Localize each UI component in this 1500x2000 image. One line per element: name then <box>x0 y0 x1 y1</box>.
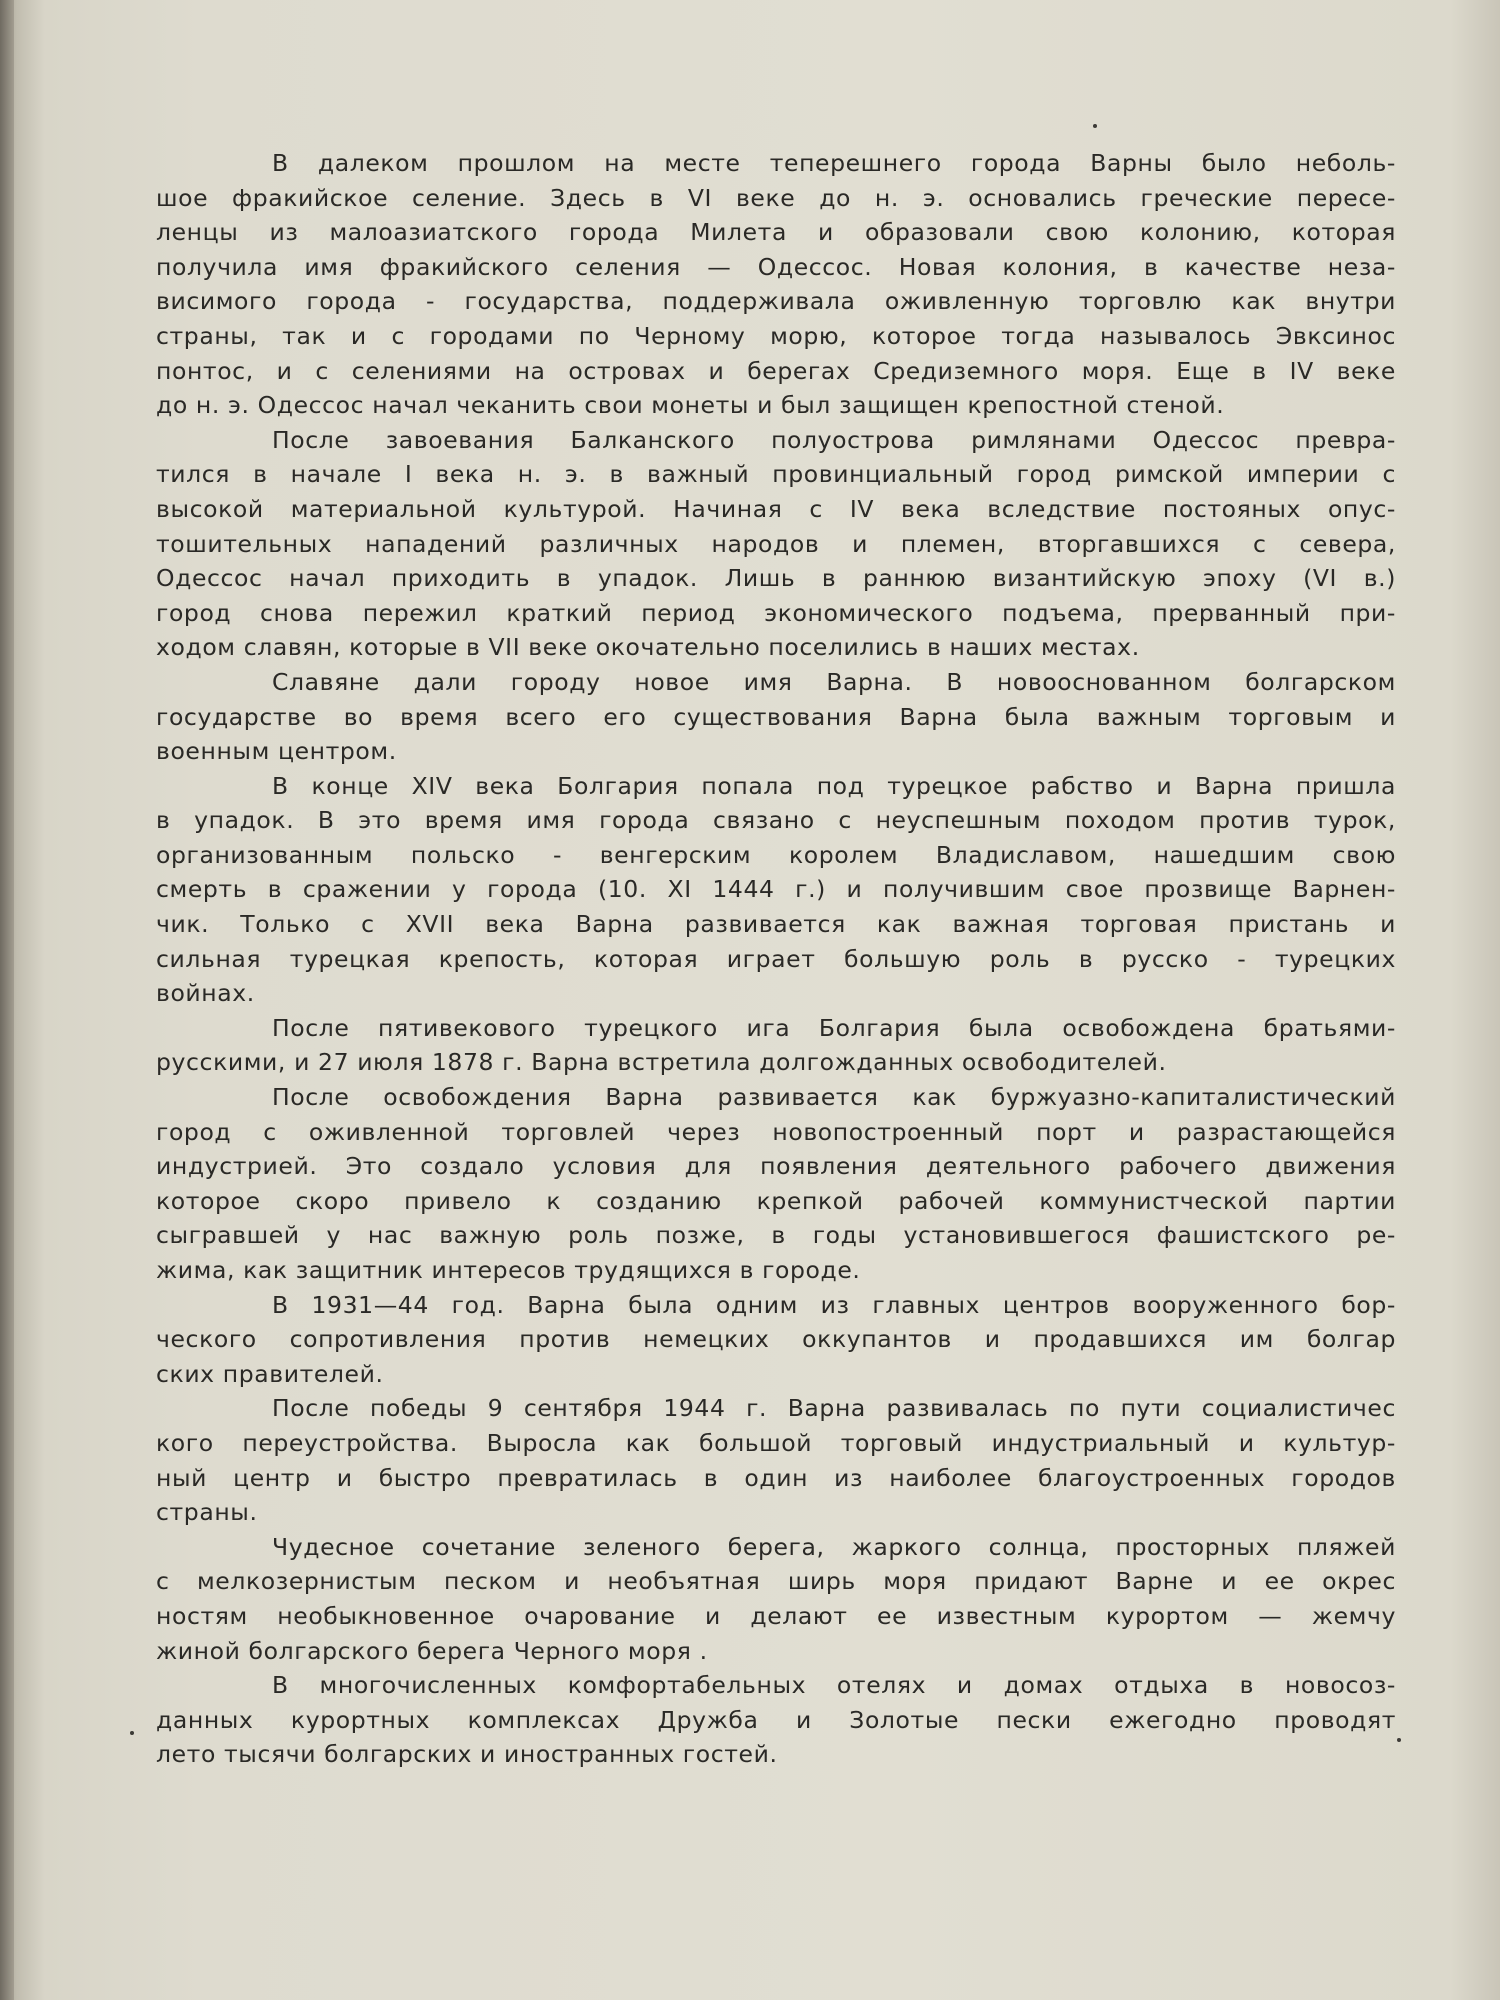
text-line: кого переустройства. Выросла как большой торговый индустриальный и культур- <box>156 1428 1396 1457</box>
text-line: висимого города - государства, поддерживала оживленную торговлю как внутри <box>156 287 1396 316</box>
paragraph <box>156 1530 1396 1668</box>
paragraph <box>156 1288 1396 1392</box>
text-line: которое скоро привело к созданию крепкой рабочей коммунистческой партии <box>156 1186 1396 1215</box>
document-body <box>156 146 1396 1772</box>
paper-speck <box>1397 1738 1401 1742</box>
paragraph <box>156 665 1396 769</box>
text-line: с мелкозернистым песком и необъятная ширь моря придают Варне и ее окрес <box>156 1567 1396 1596</box>
paragraph <box>156 1011 1396 1080</box>
text-line: ческого сопротивления против немецких оккупантов и продавшихся им болгар <box>156 1325 1396 1354</box>
text-line: русскими, и 27 июля 1878 г. Варна встретила долгожданных освободителей. <box>156 1048 1167 1077</box>
text-line: город снова пережил краткий период экономического подъема, прерванный при- <box>156 598 1396 627</box>
text-line: В далеком прошлом на месте теперешнего города Варны было неболь- <box>272 149 1396 177</box>
text-line: индустрией. Это создало условия для появления деятельного рабочего движения <box>156 1152 1396 1181</box>
text-line: сыгравшей у нас важную роль позже, в годы установившегося фашистского ре- <box>156 1221 1396 1250</box>
text-line: жима, как защитник интересов трудящихся в городе. <box>156 1256 861 1284</box>
text-line: В конце XIV века Болгария попала под турецкое рабство и Варна пришла <box>272 771 1396 800</box>
text-line: тился в начале I века н. э. в важный провинциальный город римской империи с <box>156 460 1396 489</box>
text-line: После освобождения Варна развивается как буржуазно-капиталистический <box>272 1083 1396 1112</box>
text-line: страны, так и с городами по Черному морю, которое тогда называлось Эвксинос <box>156 321 1396 350</box>
text-line: лето тысячи болгарских и иностранных гостей. <box>156 1740 778 1769</box>
paper-speck <box>130 1731 134 1735</box>
text-line: данных курортных комплексах Дружба и Золотые пески ежегодно проводят <box>156 1705 1396 1734</box>
text-line: тошительных нападений различных народов и племен, вторгавшихся с севера, <box>156 529 1396 558</box>
paragraph <box>156 423 1396 665</box>
text-line: Чудесное сочетание зеленого берега, жаркого солнца, просторных пляжей <box>272 1532 1396 1561</box>
text-line: ностям необыкновенное очарование и делают ее известным курортом — жемчу <box>156 1601 1396 1630</box>
text-line: высокой материальной культурой. Начиная с IV века вследствие постояных опус- <box>156 494 1396 523</box>
text-line: ленцы из малоазиатского города Милета и образовали свою колонию, которая <box>156 218 1396 247</box>
text-line: После пятивекового турецкого ига Болгария была освобождена братьями- <box>272 1013 1396 1042</box>
text-line: страны. <box>156 1498 258 1527</box>
paragraph <box>156 146 1396 423</box>
paragraph <box>156 1391 1396 1529</box>
text-line: войнах. <box>156 979 255 1008</box>
text-line: жиной болгарского берега Черного моря . <box>156 1636 708 1665</box>
paragraph <box>156 1080 1396 1288</box>
text-line: понтос, и с селениями на островах и берегах Средиземного моря. Еще в IV веке <box>156 356 1396 385</box>
text-line: государстве во время всего его существования Варна была важным торговым и <box>156 702 1396 731</box>
text-line: до н. э. Одессос начал чеканить свои монеты и был защищен крепостной стеной. <box>156 391 1225 420</box>
text-line: ный центр и быстро превратилась в один из наиболее благоустроенных городов <box>156 1463 1396 1492</box>
text-line: ходом славян, которые в VII веке окочательно поселились в наших местах. <box>156 633 1140 662</box>
text-line: После победы 9 сентября 1944 г. Варна развивалась по пути социалистичес <box>272 1394 1396 1423</box>
text-line: Славяне дали городу новое имя Варна. В новооснованном болгарском <box>272 667 1396 696</box>
text-line: После завоевания Балканского полуострова римлянами Одессос превра- <box>272 425 1396 454</box>
text-line: В 1931—44 год. Варна была одним из главных центров вооруженного бор- <box>272 1290 1396 1319</box>
text-line: Одессос начал приходить в упадок. Лишь в раннюю византийскую эпоху (VI в.) <box>156 564 1396 593</box>
text-line: организованным польско - венгерским королем Владиславом, нашедшим свою <box>156 840 1396 869</box>
text-line: смерть в сражении у города (10. XI 1444 г.) и получившим свое прозвище Варнен- <box>156 875 1396 904</box>
paragraph <box>156 1668 1396 1772</box>
text-line: В многочисленных комфортабельных отелях и домах отдыха в новосоз- <box>272 1671 1396 1700</box>
text-line: военным центром. <box>156 737 397 766</box>
text-line: сильная турецкая крепость, которая играет большую роль в русско - турецких <box>156 944 1396 973</box>
text-line: в упадок. В это время имя города связано с неуспешным походом против турок, <box>156 806 1396 835</box>
text-line: город с оживленной торговлей через новопостроенный порт и разрастающейся <box>156 1117 1396 1146</box>
text-line: получила имя фракийского селения — Одессос. Новая колония, в качестве неза- <box>156 252 1396 281</box>
text-line: ских правителей. <box>156 1359 384 1388</box>
text-line: чик. Только с XVII века Варна развивается как важная торговая пристань и <box>156 910 1396 939</box>
page-binding-edge <box>0 0 14 2000</box>
text-line: шое фракийское селение. Здесь в VI веке до н. э. основались греческие пересе- <box>156 183 1396 212</box>
paper-speck <box>1093 124 1097 128</box>
paragraph <box>156 769 1396 1011</box>
